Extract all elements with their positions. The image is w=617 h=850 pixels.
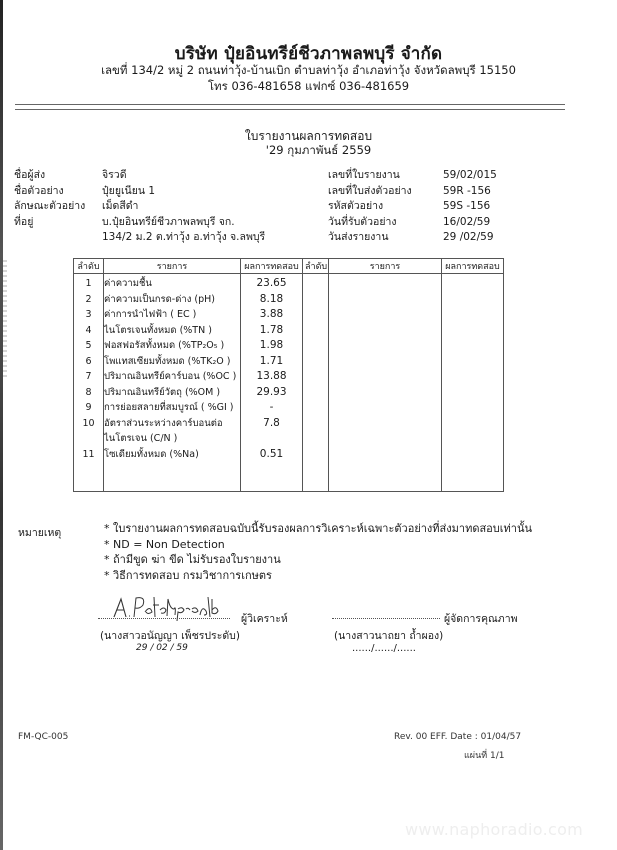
info-value-report-date: 29 /02/59 xyxy=(443,231,494,243)
info-label-report-date: วันส่งรายงาน xyxy=(328,231,389,243)
remark-line: * ใบรายงานผลการทดสอบฉบับนี้รับรองผลการวิเคราะห์เฉพาะตัวอย่างที่ส่งมาทดสอบเท่านั้น xyxy=(104,522,532,535)
header-no-1: ลำดับ xyxy=(74,259,104,274)
info-value-sample-type: เม็ดสีดำ xyxy=(102,200,139,212)
info-value-sender: จิรวดี xyxy=(102,169,127,181)
info-label-received-date: วันที่รับตัวอย่าง xyxy=(328,215,397,228)
header-item-1: รายการ xyxy=(104,259,241,274)
row-result: 8.18 xyxy=(259,292,284,305)
column-item xyxy=(104,274,241,492)
row-item: ไนโตรเจน (C/N ) xyxy=(104,433,178,444)
row-no: 6 xyxy=(85,355,92,367)
row-no: 1 xyxy=(85,278,92,289)
header-rule-bottom xyxy=(15,109,565,110)
row-result: 7.8 xyxy=(263,416,280,429)
row-no: 9 xyxy=(85,402,92,413)
info-value-submission-no: 59R -156 xyxy=(443,184,491,197)
row-result: 1.71 xyxy=(259,354,284,367)
row-item: อัตราส่วนระหว่างคาร์บอนต่อ xyxy=(104,417,223,429)
header-no-2: ลำดับ xyxy=(303,259,329,274)
scan-edge-noise xyxy=(3,260,7,380)
column-result xyxy=(241,274,303,492)
header-result-2: ผลการทดสอบ xyxy=(442,259,504,274)
remark-line: * ถ้ามีขูด ฆ่า ขีด ไม่รับรองใบรายงาน xyxy=(104,553,281,566)
row-item: ฟอสฟอรัสทั้งหมด (%TP₂O₅ ) xyxy=(104,340,225,351)
manager-signature-line xyxy=(332,610,440,619)
column-no xyxy=(74,274,104,492)
manager-role: ผู้จัดการคุณภาพ xyxy=(444,613,518,625)
row-no: 11 xyxy=(82,448,95,460)
row-no: 10 xyxy=(82,417,95,429)
manager-name: (นางสาวนาถยา ถ้ำผอง) xyxy=(334,630,444,642)
analyst-role: ผู้วิเคราะห์ xyxy=(241,613,288,625)
revision-info: Rev. 00 EFF. Date : 01/04/57 xyxy=(394,732,522,742)
info-value-address-2: 134/2 ม.2 ต.ท่าวุ้ง อ.ท่าวุ้ง จ.ลพบุรี xyxy=(102,231,266,243)
analyst-name: (นางสาวอนัญญา เพ็ชรประดับ) xyxy=(100,630,240,642)
results-table-header xyxy=(74,259,504,274)
row-result: 29.93 xyxy=(256,385,287,398)
info-label-address: ที่อยู่ xyxy=(14,215,34,228)
company-name: บริษัท ปุ๋ยอินทรีย์ชีวภาพลพบุรี จำกัด xyxy=(174,44,443,64)
header-item-2: รายการ xyxy=(329,259,442,274)
report-title: ใบรายงานผลการทดสอบ xyxy=(244,129,373,143)
page-number: แผ่นที่ 1/1 xyxy=(464,751,505,761)
row-item: การย่อยสลายที่สมบูรณ์ ( %GI ) xyxy=(104,402,234,413)
row-no: 4 xyxy=(85,324,92,336)
row-item: ปริมาณอินทรีย์คาร์บอน (%OC ) xyxy=(104,371,237,382)
analyst-signature-line xyxy=(98,608,230,619)
row-item: ค่าการนำไฟฟ้า ( EC ) xyxy=(104,309,197,320)
row-result: 13.88 xyxy=(256,370,287,382)
info-value-sample-code: 59S -156 xyxy=(443,200,491,212)
row-item: โซเดียมทั้งหมด (%Na) xyxy=(104,448,199,460)
company-address: เลขที่ 134/2 หมู่ 2 ถนนท่าวุ้ง-บ้านเบิก ตำบลท่าวุ้ง อำเภอท่าวุ้ง จังหวัดลพบุรี 15150 xyxy=(101,63,516,77)
info-label-sample-code: รหัสตัวอย่าง xyxy=(328,200,384,212)
row-result: 1.78 xyxy=(259,323,284,336)
remarks-label: หมายเหตุ xyxy=(18,527,62,539)
row-no: 7 xyxy=(85,371,92,382)
remarks-list xyxy=(104,521,532,583)
results-table xyxy=(73,258,504,492)
form-code: FM-QC-005 xyxy=(18,732,69,742)
row-result: 1.98 xyxy=(259,339,284,351)
row-item: ค่าความชื้น xyxy=(104,278,152,289)
row-no: 2 xyxy=(85,293,92,305)
row-result: 0.51 xyxy=(259,447,284,460)
info-label-sample-name: ชื่อตัวอย่าง xyxy=(14,184,64,197)
column-result-2-empty xyxy=(442,274,504,492)
row-item: ไนโตรเจนทั้งหมด (%TN ) xyxy=(104,324,212,336)
report-date: '29 กุมภาพันธ์ 2559 xyxy=(265,143,372,157)
info-label-report-no: เลขที่ใบรายงาน xyxy=(328,169,400,181)
info-value-sample-name: ปุ๋ยยูเนียน 1 xyxy=(102,184,156,197)
row-no xyxy=(74,431,103,447)
info-value-address-1: บ.ปุ๋ยอินทรีย์ชีวภาพลพบุรี จก. xyxy=(102,215,235,228)
row-item: ปริมาณอินทรีย์วัตถุ (%OM ) xyxy=(104,386,221,398)
row-no: 8 xyxy=(85,386,92,398)
row-item: โพแทสเซียมทั้งหมด (%TK₂O ) xyxy=(104,355,231,367)
row-result: - xyxy=(269,401,274,413)
info-value-received-date: 16/02/59 xyxy=(443,215,491,228)
header-rule-top xyxy=(15,104,565,105)
info-label-submission-no: เลขที่ใบส่งตัวอย่าง xyxy=(328,184,412,197)
row-result: 3.88 xyxy=(259,308,284,320)
header-result-1: ผลการทดสอบ xyxy=(241,259,303,274)
manager-date: ....../....../...... xyxy=(352,643,416,654)
info-value-report-no: 59/02/015 xyxy=(443,169,497,181)
row-result xyxy=(241,431,302,447)
row-item: ค่าความเป็นกรด-ด่าง (pH) xyxy=(104,293,215,305)
results-table-body xyxy=(74,274,504,492)
info-label-sender: ชื่อผู้ส่ง xyxy=(14,169,46,181)
company-contact: โทร 036-481658 แฟกซ์ 036-481659 xyxy=(207,79,410,93)
remark-line: * วิธีการทดสอบ กรมวิชาการเกษตร xyxy=(104,568,272,582)
column-item-2-empty xyxy=(329,274,442,492)
row-no: 3 xyxy=(85,309,92,320)
info-label-sample-type: ลักษณะตัวอย่าง xyxy=(14,200,86,212)
row-result: 23.65 xyxy=(256,277,287,289)
row-no: 5 xyxy=(85,340,92,351)
column-no-2-empty xyxy=(303,274,329,492)
analyst-date: 29 / 02 / 59 xyxy=(136,643,188,653)
remark-line: * ND = Non Detection xyxy=(104,537,225,551)
watermark: www.naphoradio.com xyxy=(405,820,584,839)
